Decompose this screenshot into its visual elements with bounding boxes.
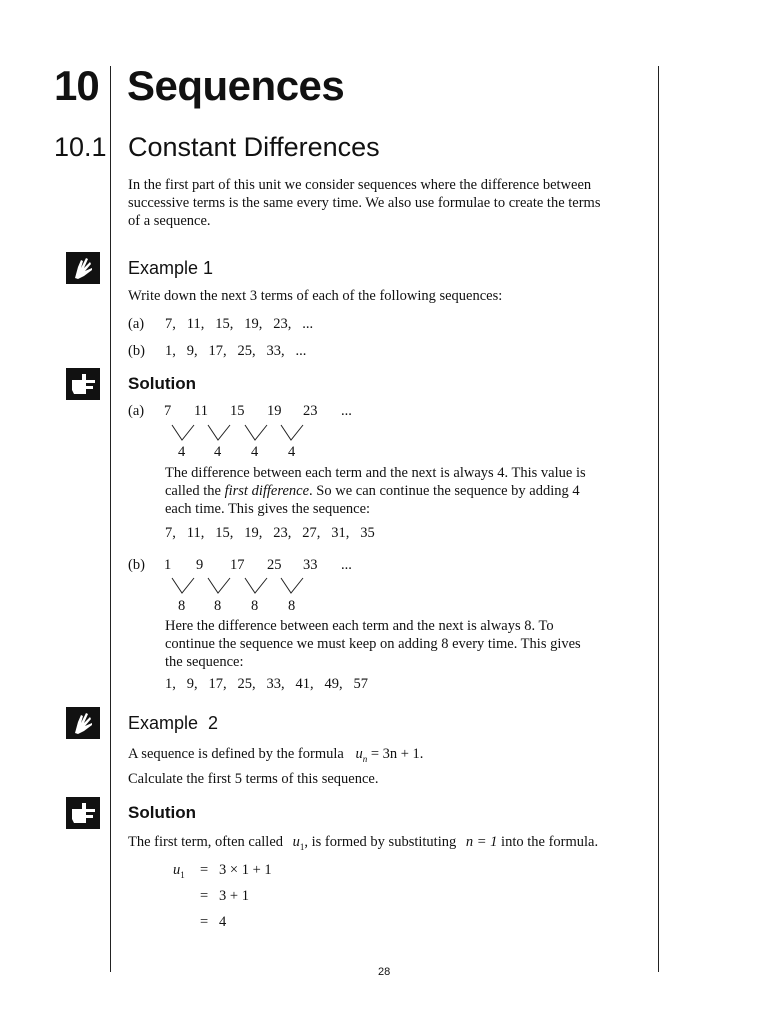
example1-b-sequence: 1, 9, 17, 25, 33, ... [165, 343, 307, 359]
sequence-term: ... [341, 557, 352, 573]
solution2-eq-line3: = 4 [200, 914, 227, 930]
example-hand-icon [66, 707, 100, 739]
sequence-term: 19 [267, 403, 282, 419]
difference-value: 8 [251, 598, 259, 614]
sequence-term: 15 [230, 403, 245, 419]
explanation-line: continue the sequence we must keep on adding 8 every time. This gives [165, 636, 581, 652]
subscript-1: 1 [299, 841, 305, 852]
section-title: Constant Differences [128, 132, 380, 162]
sequence-term: 7 [164, 403, 172, 419]
example1-b-label: (b) [128, 343, 145, 359]
explanation-line: each time. This gives the sequence: [165, 501, 371, 517]
solution2-heading: Solution [128, 803, 196, 822]
example1-prompt: Write down the next 3 terms of each of the following sequences: [128, 288, 503, 304]
difference-value: 4 [288, 444, 296, 460]
explanation-line [165, 482, 586, 500]
sequence-term: 9 [196, 557, 204, 573]
left-margin-rule [110, 66, 111, 972]
subscript-1: 1 [180, 869, 185, 880]
right-margin-rule [658, 66, 659, 972]
solution1-b-explanation [165, 617, 581, 671]
chapter-number: 10 [54, 62, 99, 109]
solution1-b-label: (b) [128, 557, 145, 573]
intro-paragraph [128, 176, 600, 230]
text-run: A sequence is defined by the formula [128, 746, 344, 762]
solution2-eq-line2: = 3 + 1 [200, 888, 249, 904]
intro-line: In the first part of this unit we consider sequences where the difference between [128, 177, 592, 193]
sequence-term: 33 [303, 557, 318, 573]
difference-value: 4 [214, 444, 222, 460]
explanation-line: the sequence: [165, 654, 244, 670]
solution1-a-explanation [165, 464, 586, 518]
variable-u: u [292, 834, 300, 850]
solution-hand-icon [66, 797, 100, 829]
solution-hand-icon [66, 368, 100, 400]
text-run: into the formula. [501, 834, 599, 850]
intro-line: successive terms is the same every time. We also use formulae to create the terms [128, 195, 601, 211]
solution1-a-difference-arrows [170, 423, 310, 443]
solution1-b-result: 1, 9, 17, 25, 33, 41, 49, 57 [165, 676, 368, 692]
solution2-eq-lhs [173, 861, 185, 884]
text-run: , is formed by substituting [304, 834, 457, 850]
variable-u: u [173, 862, 181, 878]
example2-heading: Example 2 [128, 713, 219, 733]
sequence-term: 1 [164, 557, 172, 573]
emphasis-term: first difference [224, 483, 310, 499]
example-hand-icon [66, 252, 100, 284]
sequence-term: ... [341, 403, 352, 419]
sequence-term: 11 [194, 403, 208, 419]
intro-line: of a sequence. [128, 213, 211, 229]
example1-a-label: (a) [128, 316, 145, 332]
text-run: The first term, often called [128, 834, 284, 850]
sequence-term: 17 [230, 557, 245, 573]
solution1-heading: Solution [128, 374, 196, 393]
explanation-line: Here the difference between each term and the next is always 8. To [165, 618, 554, 634]
sequence-term: 25 [267, 557, 282, 573]
section-number: 10.1 [54, 132, 107, 162]
formula: = 3n + 1. [370, 746, 424, 762]
sequence-term: 23 [303, 403, 318, 419]
explanation-line: The difference between each term and the next is always 4. This value is [165, 465, 586, 481]
solution1-a-result: 7, 11, 15, 19, 23, 27, 31, 35 [165, 525, 375, 541]
page-number: 28 [378, 966, 391, 978]
difference-value: 8 [288, 598, 296, 614]
example1-a-sequence: 7, 11, 15, 19, 23, ... [165, 316, 314, 332]
example2-prompt-line [128, 745, 423, 768]
chapter-title: Sequences [127, 62, 345, 109]
solution2-eq-line1: = 3 × 1 + 1 [200, 862, 272, 878]
solution1-b-difference-arrows [170, 576, 310, 596]
example2-instruction: Calculate the first 5 terms of this sequence. [128, 771, 379, 787]
difference-value: 4 [178, 444, 186, 460]
solution1-a-label: (a) [128, 403, 145, 419]
text-run: . So we can continue the sequence by adding 4 [309, 483, 580, 499]
difference-value: 8 [214, 598, 222, 614]
example1-heading: Example 1 [128, 258, 214, 278]
difference-value: 8 [178, 598, 186, 614]
text-run: called the [165, 483, 225, 499]
difference-value: 4 [251, 444, 259, 460]
solution2-sentence [128, 833, 598, 856]
variable-u: u [355, 746, 363, 762]
substitution: n = 1 [465, 834, 498, 850]
subscript-n: n [362, 753, 368, 764]
